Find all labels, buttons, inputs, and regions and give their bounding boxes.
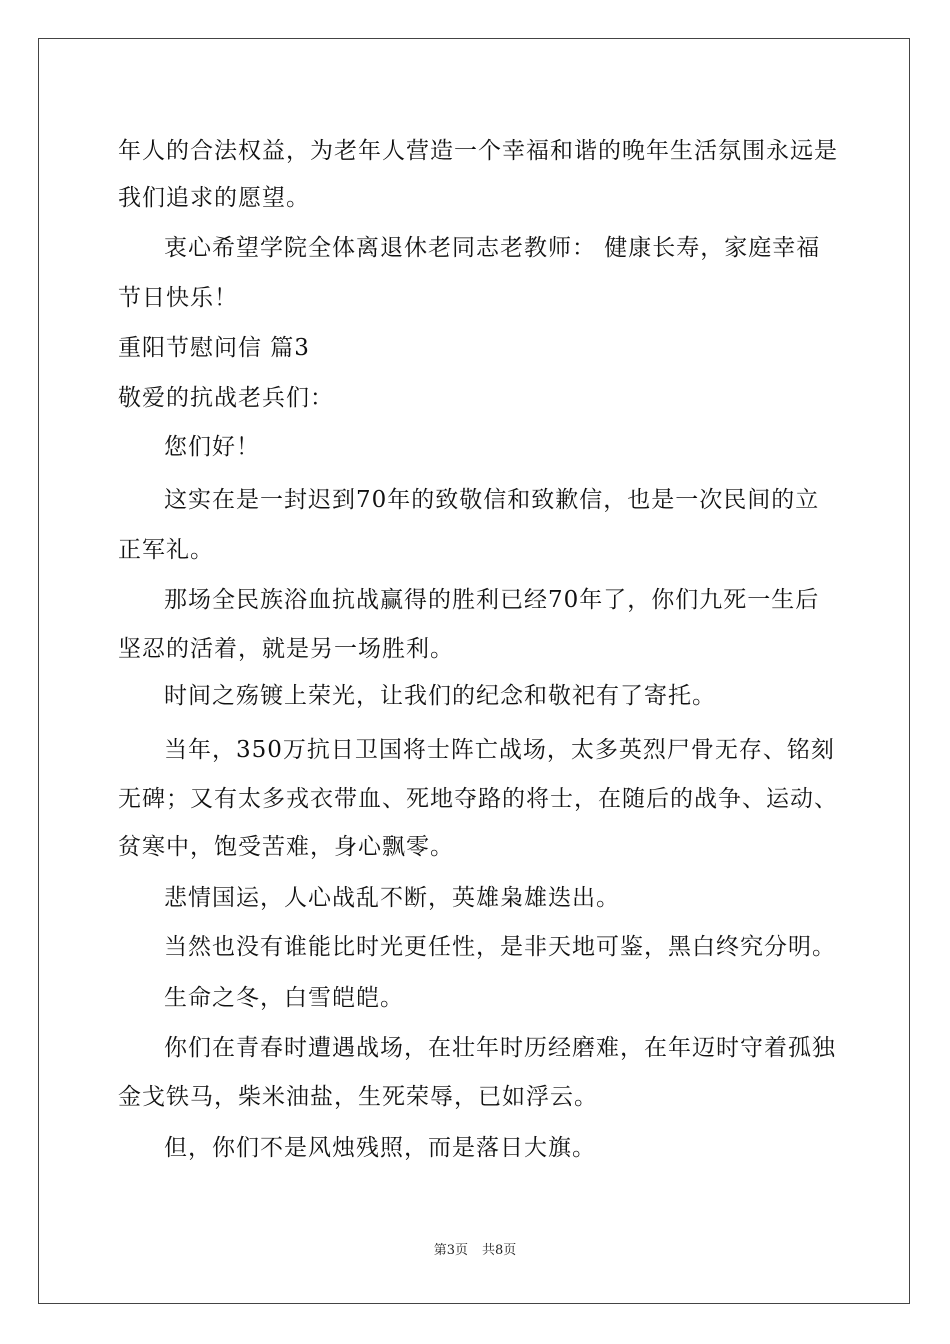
page-total: 共8页 [482,1243,517,1258]
page-number: 第3页 [433,1243,468,1258]
text-line: 这实在是一封迟到70年的致敬信和致歉信，也是一次民间的立 [164,487,820,513]
text-line: 当年，350万抗日卫国将士阵亡战场，太多英烈尸骨无存、铭刻 [164,737,835,763]
text-line: 生命之冬，白雪皑皑。 [164,985,404,1011]
text-line: 那场全民族浴血抗战赢得的胜利已经70年了，你们九死一生后 [164,587,820,613]
text-line: 年人的合法权益，为老年人营造一个幸福和谐的晚年生活氛围永远是 [118,138,838,164]
text-line: 但，你们不是风烛残照，而是落日大旗。 [164,1135,596,1161]
salutation: 敬爱的抗战老兵们： [118,385,334,411]
text-line: 时间之殇镀上荣光，让我们的纪念和敬祀有了寄托。 [164,683,716,709]
text-line: 贫寒中，饱受苦难，身心飘零。 [118,834,454,860]
text-line: 节日快乐！ [118,285,238,311]
text-line: 坚忍的活着，就是另一场胜利。 [118,636,454,662]
text-line: 悲情国运，人心战乱不断，英雄枭雄迭出。 [164,885,620,911]
text-line: 无碑；又有太多戎衣带血、死地夺路的将士，在随后的战争、运动、 [118,786,838,812]
text-line: 正军礼。 [118,537,214,563]
greeting: 您们好！ [164,434,260,460]
text-line: 我们追求的愿望。 [118,185,310,211]
text-line: 当然也没有谁能比时光更任性，是非天地可鉴，黑白终究分明。 [164,934,836,960]
text-line: 金戈铁马，柴米油盐，生死荣辱，已如浮云。 [118,1084,598,1110]
text-line: 衷心希望学院全体离退休老同志老教师： 健康长寿，家庭幸福 [164,235,821,261]
text-line: 你们在青春时遭遇战场，在壮年时历经磨难，在年迈时守着孤独 [164,1035,836,1061]
page-footer [0,1242,950,1260]
section-heading: 重阳节慰问信 篇3 [118,335,310,361]
page-border [38,38,910,1304]
